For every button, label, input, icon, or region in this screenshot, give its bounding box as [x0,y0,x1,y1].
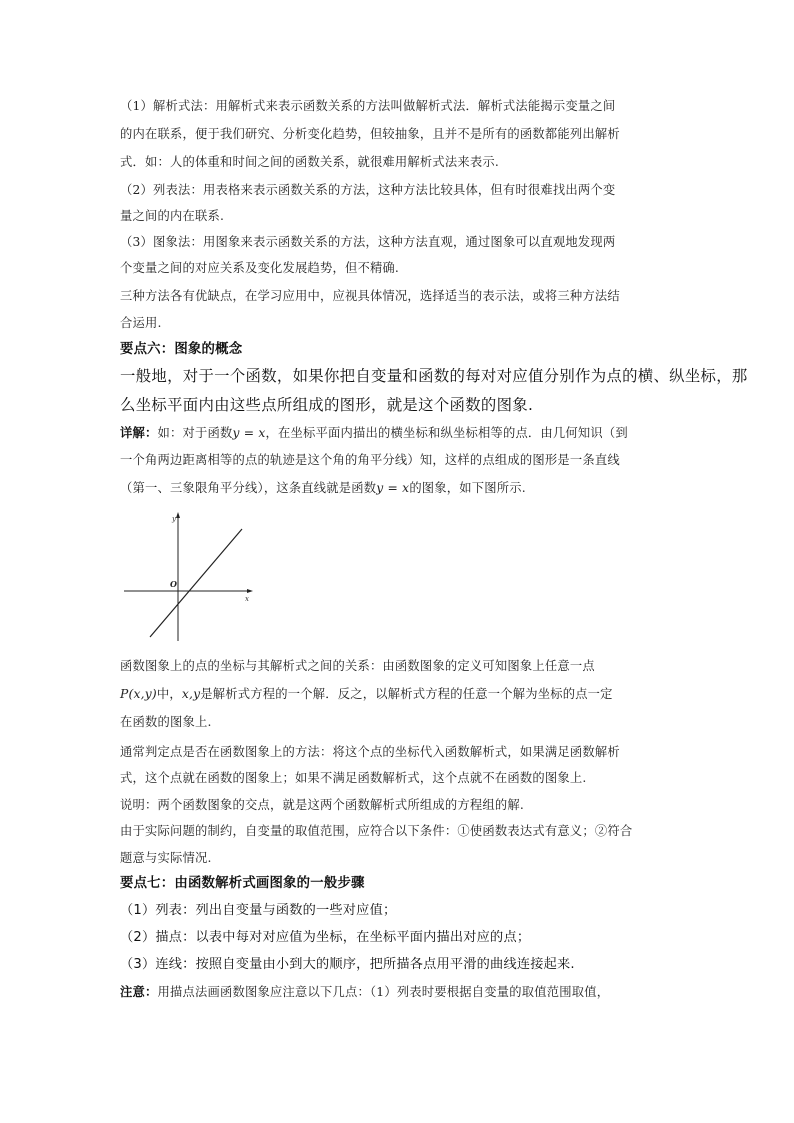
origin-label: O [170,579,177,589]
text-line: 三种方法各有优缺点，在学习应用中，应视具体情况，选择适当的表示法，或将三种方法结 [120,289,620,303]
x-axis-arrow [247,589,253,593]
text-line: 通常判定点是否在函数图象上的方法：将这个点的坐标代入函数解析式，如果满足函数解析 [120,745,620,759]
text-line: 详解：如：对于函数y = x，在坐标平面内描出的横坐标和纵坐标相等的点．由几何知识（到 [120,426,628,440]
step-item: （1）列表：列出自变量与函数的一些对应值； [120,903,397,918]
y-axis-label: y [172,515,176,523]
function-graph [122,505,262,645]
math-expression: P(x,y) [120,687,157,701]
label-xiangjie: 详解： [120,426,158,440]
text-line: 函数图象上的点的坐标与其解析式之间的关系：由函数图象的定义可知图象上任意一点 [120,659,595,673]
math-expression: y = x [232,426,266,440]
step-item: （2）描点：以表中每对对应值为坐标，在坐标平面内描出对应的点； [120,930,531,945]
text-line: 式．如：人的体重和时间之间的函数关系，就很难用解析式法来表示. [120,155,500,169]
text-line: 式，这个点就在函数的图象上；如果不满足函数解析式，这个点就不在函数的图象上. [120,771,587,785]
text-line: 题意与实际情况. [120,851,212,865]
text-line: 个变量之间的对应关系及变化发展趋势，但不精确. [120,261,400,275]
text-line: 在函数的图象上. [120,715,212,729]
label-zhuyi: 注意： [120,985,158,999]
line-y-equals-x [150,529,242,637]
text-line: 合运用. [120,316,162,330]
text-line: 量之间的内在联系. [120,209,225,223]
text-line: 说明：两个函数图象的交点，就是这两个函数解析式所组成的方程组的解. [120,798,525,812]
text-line: 注意：用描点法画函数图象应注意以下几点：（1）列表时要根据自变量的取值范围取值， [120,985,610,999]
y-axis-arrow [176,512,180,518]
x-axis-label: x [245,595,249,603]
math-expression: x,y [181,687,201,701]
text-line: （第一、三象限角平分线），这条直线就是函数y = x的图象，如下图所示. [120,481,526,495]
text-line: （1）解析式法：用解析式来表示函数关系的方法叫做解析式法．解析式法能揭示变量之间 [120,99,616,113]
text-line: 一般地，对于一个函数，如果你把自变量和函数的每对对应值分别作为点的横、纵坐标，那 [120,367,748,385]
text-line: （3）图象法：用图象来表示函数关系的方法，这种方法直观，通过图象可以直观地发现两 [120,235,616,249]
section-heading: 要点六：图象的概念 [120,342,243,357]
text-line: 么坐标平面内由这些点所组成的图形，就是这个函数的图象. [120,396,534,414]
text-line: 由于实际问题的制约，自变量的取值范围，应符合以下条件：①使函数表达式有意义；②符合 [120,824,633,838]
text-line: （2）列表法：用表格来表示函数关系的方法，这种方法比较具体，但有时很难找出两个变 [120,183,616,197]
text-line: 的内在联系，便于我们研究、分析变化趋势，但较抽象，且并不是所有的函数都能列出解析 [120,127,620,141]
text-line: P(x,y)中，x,y是解析式方程的一个解．反之，以解析式方程的任意一个解为坐标的点一定 [120,687,613,701]
step-item: （3）连线：按照自变量由小到大的顺序，把所描各点用平滑的曲线连接起来. [120,957,575,972]
math-expression: y = x [376,481,410,495]
text-line: 一个角两边距离相等的点的轨迹是这个角的角平分线）知，这样的点组成的图形是一条直线 [120,453,620,467]
section-heading: 要点七：由函数解析式画图象的一般步骤 [120,876,365,891]
